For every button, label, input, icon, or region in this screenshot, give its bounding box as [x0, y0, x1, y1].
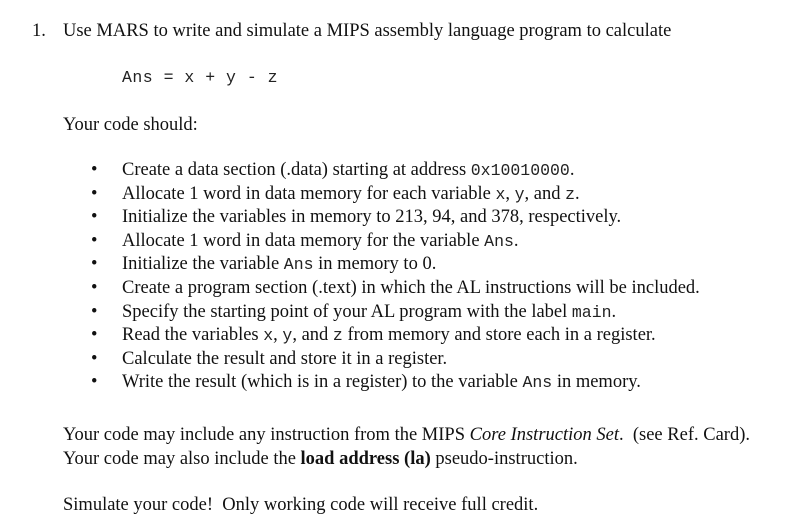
code-text: Ans — [283, 255, 314, 275]
footer-line-simulate: Simulate your code! Only working code will receive full credit. — [63, 495, 539, 515]
bullet-icon: • — [91, 183, 98, 204]
footer-line-instructions — [63, 424, 750, 446]
footer-line-pseudo — [63, 448, 578, 470]
code-text: x — [263, 326, 274, 346]
load-address-text: load address (la) — [300, 449, 431, 469]
footer-text: Your code may also include the — [63, 449, 301, 469]
requirement-text: from memory and store each in a register. — [342, 325, 656, 346]
bullet-icon: • — [91, 254, 98, 275]
requirement-text: , and — [292, 325, 333, 346]
requirement-text: Initialize the variable — [122, 254, 284, 275]
bullet-icon: • — [91, 372, 98, 393]
footer-text: . (see Ref. Card). — [618, 425, 750, 445]
bullet-icon: • — [91, 325, 98, 346]
bullet-icon: • — [91, 348, 98, 369]
bullet-icon: • — [91, 230, 98, 251]
question-number: 1. — [32, 21, 46, 41]
code-text: x — [495, 184, 506, 204]
requirement-text: Allocate 1 word in data memory for each variable — [122, 183, 496, 204]
bullet-icon: • — [91, 277, 98, 298]
code-text: Ans — [484, 231, 514, 251]
bullet-icon: • — [91, 160, 98, 180]
intro-text: Your code should: — [63, 115, 198, 135]
code-text: Ans — [522, 373, 553, 393]
requirement-text: . — [611, 301, 617, 322]
code-text: 0x10010000 — [470, 161, 570, 180]
requirement-text: Create a program section (.text) in which the AL instructions will be included. — [122, 277, 700, 298]
footer-text: Your code may include any instruction from the MIPS — [63, 425, 470, 445]
requirement-text: , and — [524, 183, 566, 204]
requirement-text: Calculate the result and store it in a register. — [122, 348, 448, 369]
requirement-text: . — [569, 160, 575, 180]
requirement-text: Write the result (which is in a register) to the variable — [122, 372, 523, 393]
requirement-text: . — [513, 230, 519, 251]
code-text: main — [571, 302, 612, 322]
requirement-text: in memory to 0. — [313, 254, 437, 275]
requirement-text: Allocate 1 word in data memory for the variable — [122, 230, 485, 251]
requirement-text: Create a data section (.data) starting at address — [122, 160, 471, 180]
code-text: y — [514, 184, 525, 204]
requirement-text: , — [505, 183, 515, 204]
formula-text: Ans = x + y - z — [122, 68, 279, 87]
requirement-text: Specify the starting point of your AL program with the label — [122, 301, 572, 322]
formula — [122, 67, 278, 89]
footer-text: pseudo-instruction. — [430, 449, 578, 469]
requirement-text: Read the variables — [122, 325, 264, 346]
requirement-text: . — [575, 183, 580, 204]
bullet-icon: • — [91, 207, 98, 228]
code-text: z — [332, 326, 343, 346]
requirement-text: , — [273, 325, 283, 346]
code-text: y — [282, 326, 293, 346]
requirement-text: in memory. — [552, 372, 641, 393]
core-instruction-set-text: Core Instruction Set — [469, 425, 619, 445]
question-text: Use MARS to write and simulate a MIPS assembly language program to calculate — [63, 21, 672, 41]
bullet-icon: • — [91, 301, 98, 322]
requirement-text: Initialize the variables in memory to 213, 94, and 378, respectively. — [122, 207, 622, 228]
code-text: z — [565, 184, 576, 204]
